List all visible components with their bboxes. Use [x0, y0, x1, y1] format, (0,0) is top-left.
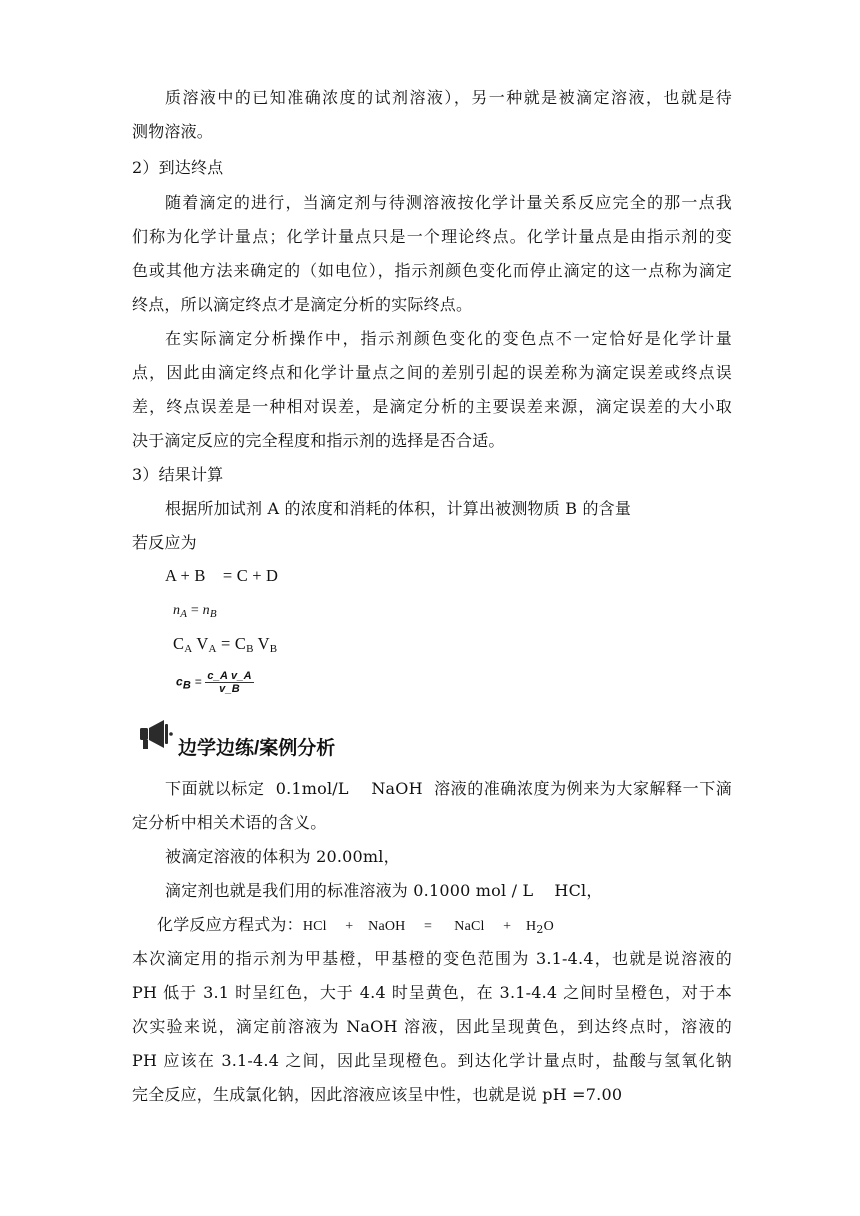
paragraph-line: 在实际滴定分析操作中，指示剂颜色变化的变色点不一定恰好是化学计量: [165, 329, 732, 348]
formula-operator: =: [187, 603, 203, 618]
paragraph-line: 随着滴定的进行，当滴定剂与待测溶液按化学计量关系反应完全的那一点我: [165, 193, 732, 212]
paragraph-line: 质溶液中的已知准确浓度的试剂溶液），另一种就是被滴定溶液，也就是待: [165, 88, 732, 107]
formula-subscript: B: [246, 643, 254, 655]
formula-subscript: B: [209, 608, 217, 620]
formula-subscript: A: [184, 643, 193, 655]
paragraph-line: 次实验来说，滴定前溶液为 NaOH 溶液，因此呈现黄色，到达终点时，溶液的: [132, 1017, 732, 1036]
formula-symbol: n: [173, 603, 181, 618]
result-formula: [176, 670, 776, 700]
equation-subscript: 2: [536, 923, 544, 936]
formula-subscript: B: [182, 679, 192, 692]
paragraph-line: 完全反应，生成氯化钠，因此溶液应该呈中性，也就是说 pH =7.00: [132, 1085, 623, 1104]
mole-equality-formula: [173, 601, 773, 624]
paragraph-line: 定分析中相关术语的含义。: [132, 813, 327, 832]
formula-symbol: c: [176, 674, 183, 689]
paragraph-line: 本次滴定用的指示剂为甲基橙，甲基橙的变色范围为 3.1-4.4，也就是说溶液的: [132, 949, 732, 968]
formula-operator: =: [191, 674, 206, 689]
equation-line: [157, 915, 757, 940]
formula-fraction: [205, 670, 253, 695]
paragraph-line: 被滴定溶液的体积为 20.00ml，: [165, 847, 400, 866]
megaphone-icon: [138, 718, 174, 752]
formula-operator: = C: [216, 634, 247, 653]
paragraph-line: 差，终点误差是一种相对误差，是滴定分析的主要误差来源，滴定误差的大小取: [132, 397, 732, 416]
concentration-volume-formula: [173, 634, 773, 659]
formula-symbol: V: [253, 634, 270, 653]
paragraph-line: 点，因此由滴定终点和化学计量点之间的差别引起的误差称为滴定误差或终点误: [132, 363, 732, 382]
paragraph-line: 测物溶液。: [132, 122, 214, 141]
equation-label: 化学反应方程式为：: [157, 915, 303, 934]
section-heading: 边学边练/案例分析: [178, 738, 336, 759]
formula-symbol: C: [173, 634, 185, 653]
fraction-numerator: c_A v_A: [207, 670, 252, 682]
paragraph-line: 根据所加试剂 A 的浓度和消耗的体积，计算出被测物质 B 的含量: [165, 499, 632, 518]
paragraph-line: 滴定剂也就是我们用的标准溶液为 0.1000 mol / L HCl，: [165, 881, 603, 900]
fraction-denominator: v_B: [219, 683, 240, 695]
paragraph-line: 决于滴定反应的完全程度和指示剂的选择是否合适。: [132, 431, 505, 450]
formula-symbol: n: [202, 603, 210, 618]
paragraph-line: 终点，所以滴定终点才是滴定分析的实际终点。: [132, 295, 473, 314]
formula-symbol: V: [192, 634, 209, 653]
paragraph-line: 若反应为: [132, 533, 197, 552]
section-title: 3）结果计算: [132, 465, 224, 484]
formula-subscript: A: [180, 608, 188, 620]
paragraph-line: 们称为化学计量点；化学计量点只是一个理论终点。化学计量点是由指示剂的变: [132, 227, 732, 246]
section-title: 2）到达终点: [132, 158, 224, 177]
formula-subscript: B: [269, 643, 278, 655]
paragraph-line: 下面就以标定 0.1mol/L NaOH 溶液的准确浓度为例来为大家解释一下滴: [165, 779, 732, 798]
chemical-equation: HCl + NaOH = NaCl + H: [302, 919, 537, 934]
formula-subscript: A: [208, 643, 217, 655]
paragraph-line: PH 低于 3.1 时呈红色，大于 4.4 时呈黄色，在 3.1-4.4 之间时呈橙色，对于本: [132, 983, 732, 1002]
chemical-equation: O: [543, 919, 554, 934]
reaction-formula: A + B = C + D: [165, 566, 279, 585]
paragraph-line: 色或其他方法来确定的（如电位），指示剂颜色变化而停止滴定的这一点称为滴定: [132, 261, 732, 280]
paragraph-line: PH 应该在 3.1-4.4 之间，因此呈现橙色。到达化学计量点时，盐酸与氢氧化钠: [132, 1051, 732, 1070]
